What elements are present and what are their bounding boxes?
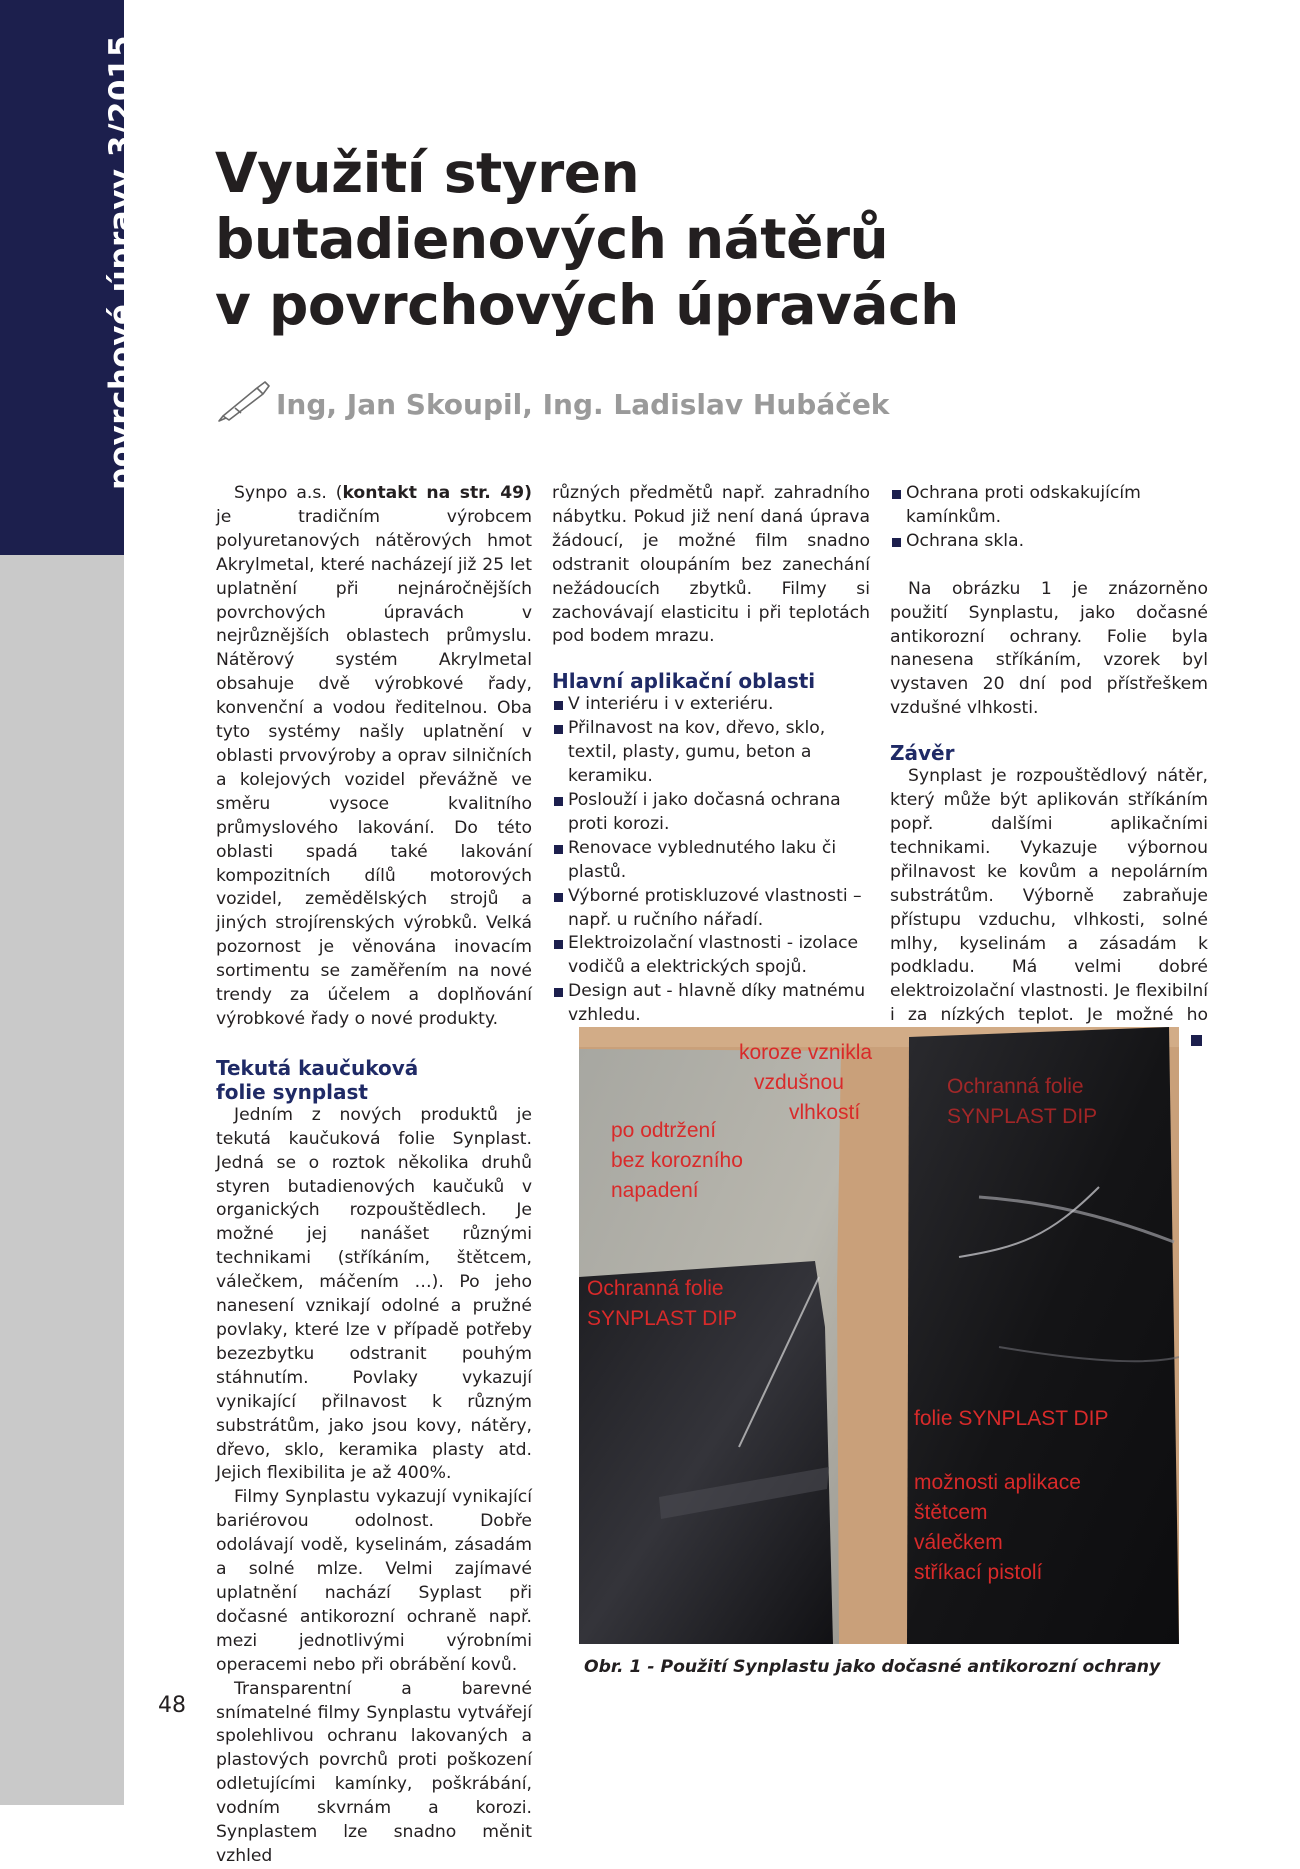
body-paragraph: Filmy Synplastu vykazují vynikající bariérovou odolnost. Dobře odolávají vodě, kyselinám, zásadám a solné mlze. Velmi zajímavé uplatnění nachází Syplast při dočasné antikorozní ochraně např. mezi jednotlivými výrobními operacemi nebo při obrábění kovů. [216, 1487, 532, 1675]
photo-label: SYNPLAST DIP [947, 1105, 1098, 1128]
list-item-text: Přilnavost na kov, dřevo, sklo, textil, plasty, gumu, beton a keramiku. [568, 718, 826, 787]
list-item [552, 789, 870, 837]
list-item-text: Výborné protiskluzové vlastnosti – např. u ručního nářadí. [568, 885, 862, 930]
photo-label: Ochranná folie [587, 1277, 724, 1300]
heading-line: Tekutá kaučuková [216, 1055, 419, 1080]
page-title [215, 140, 975, 338]
photo-label: vlhkostí [789, 1101, 861, 1124]
list-item-text: Poslouží i jako dočasná ochrana proti korozi. [568, 789, 841, 834]
body-paragraph: různých předmětů např. zahradního nábytku. Pokud již není daná úprava žádoucí, je možné film snadno odstranit oloupáním bez zanechání nežádoucích zbytků. Filmy si zachovávají elasticitu i při teplotách pod bodem mrazu. [552, 483, 870, 647]
list-item [890, 530, 1208, 554]
journal-issue-label: povrchové úpravy 3/2015 [103, 34, 139, 490]
fountain-pen-icon [217, 376, 273, 422]
text-run: Synpo a.s. ( [234, 483, 343, 503]
photo-label: válečkem [914, 1531, 1003, 1554]
bullet-square-icon [554, 988, 563, 997]
list-item [552, 932, 870, 980]
list-item-text: Design aut - hlavně díky matnému vzhledu. [568, 981, 866, 1026]
list-item-text: V interiéru i v exteriéru. [568, 694, 774, 715]
bullet-square-icon [892, 538, 901, 547]
photo-label: po odtržení [611, 1119, 717, 1142]
figure-caption: Obr. 1 - Použití Synplastu jako dočasné antikorozní ochrany [584, 1657, 1161, 1677]
body-paragraph: Na obrázku 1 je znázorněno použití Synplastu, jako dočasné antikorozní ochrany. Folie byla nanesena stříkáním, vzorek byl vystaven 20 dní pod přístřeškem vzdušné vlhkosti. [890, 578, 1208, 719]
section-heading [216, 1056, 532, 1104]
column-2 [552, 482, 870, 1028]
list-item [552, 693, 870, 717]
contact-reference: kontakt na str. 49) [342, 483, 532, 503]
text-run: Synplast je rozpouštědlový nátěr, který může být aplikován stříkáním popř. dalšími aplikačními technikami. Vykazuje výbornou přilnavost ke kovům a nepolárním substrátům. Výborně zabraňuje přístupu vzduchu, vlhkosti, solné mlhy, kyselinám a zásadám k podkladu. Má velmi dobré elektroizolační vlastnosti. Je flexibilní i za nízkých teplot. Je možné ho [890, 766, 1208, 1026]
photo-label: stříkací pistolí [914, 1561, 1043, 1584]
page-number: 48 [158, 1693, 186, 1718]
sidebar-gray-band [0, 555, 124, 1805]
photo-label: štětcem [914, 1501, 988, 1524]
bullet-square-icon [554, 725, 563, 734]
bullet-square-icon [892, 490, 901, 499]
bullet-square-icon [554, 940, 563, 949]
list-item-text: Ochrana proti odskakujícím kamínkům. [906, 483, 1141, 527]
list-item [552, 980, 870, 1028]
photo-label: bez korozního [611, 1149, 743, 1172]
protection-list [890, 482, 1208, 554]
bullet-square-icon [554, 845, 563, 854]
photo-label: Ochranná folie [947, 1075, 1084, 1098]
list-item-text: Renovace vyblednutého laku či plastů. [568, 837, 837, 882]
text-run: je tradičním výrobcem polyuretanových nátěrových hmot Akrylmetal, které nacházejí již 25 let uplatnění při nejnáročnějších povrchových úpravách v nejrůznějších oblastech průmyslu. Nátěrový systém Akrylmetal obsahuje dvě výrobkové řady, konvenční a vodou ředitelnou. Oba tyto systémy našly uplatnění v oblasti prvovýroby a oprav silničních a kolejových vozidel převážně ve směru vysoce kvalitního průmyslového lakování. Do této oblasti spadá také lakování kompozitních dílů motorových vozidel, zemědělských strojů a jiných strojírenských výrobků. Velká pozornost je věnována inovacím sortimentu se zaměřením na nové trendy za účelem a doplňování výrobkové řady o nové produkty. [216, 506, 532, 1029]
section-heading: Závěr [890, 741, 955, 766]
list-item [552, 717, 870, 789]
figure-photo [579, 1027, 1179, 1644]
photo-label: napadení [611, 1179, 699, 1202]
title-line: v povrchových úpravách [215, 273, 959, 337]
photo-label: folie SYNPLAST DIP [914, 1407, 1109, 1430]
authors: Ing, Jan Skoupil, Ing. Ladislav Hubáček [276, 388, 890, 421]
bullet-square-icon [554, 701, 563, 710]
list-item-text: Ochrana skla. [906, 530, 1025, 551]
applications-list [552, 693, 870, 1028]
intro-paragraph [216, 482, 532, 1032]
title-line: Využití styren [215, 141, 640, 205]
photo-label: koroze vznikla [739, 1041, 873, 1064]
body-paragraph: Transparentní a barevné snímatelné filmy Synplastu vytvářejí spolehlivou ochranu lakovaných a plastových povrchů proti poškození odletujícími kamínky, poškrábání, vodním skvrnám a korozi. Synplastem lze snadno měnit vzhled [216, 1678, 532, 1866]
title-line: butadienových nátěrů [215, 207, 889, 271]
list-item [552, 885, 870, 933]
column-3 [890, 482, 1208, 1052]
list-item [890, 482, 1208, 530]
heading-line: folie synplast [216, 1079, 368, 1104]
end-mark-icon [1191, 1035, 1202, 1046]
column-1 [216, 482, 532, 1869]
bullet-square-icon [554, 893, 563, 902]
photo-label: možnosti aplikace [914, 1471, 1081, 1494]
conclusion-paragraph [890, 765, 1208, 1052]
photo-label: vzdušnou [754, 1071, 844, 1094]
body-paragraph: Jedním z nových produktů je tekutá kaučuková folie Synplast. Jedná se o roztok několika druhů styren butadienových kaučuků v organických rozpouštědlech. Je možné jej nanášet různými technikami (stříkáním, štětcem, válečkem, máčením …). Po jeho nanesení vznikají odolné a pružné povlaky, které lze v případě potřeby bezezbytku odstranit pouhým stáhnutím. Povlaky vykazují vynikající přilnavost k různým substrátům, jako jsou kovy, nátěry, dřevo, sklo, keramika plasty atd. Jejich flexibilita je až 400%. [216, 1104, 532, 1484]
list-item [552, 837, 870, 885]
section-heading: Hlavní aplikační oblasti [552, 669, 816, 694]
list-item-text: Elektroizolační vlastnosti - izolace vodičů a elektrických spojů. [568, 933, 859, 978]
bullet-square-icon [554, 797, 563, 806]
photo-label: SYNPLAST DIP [587, 1307, 738, 1330]
